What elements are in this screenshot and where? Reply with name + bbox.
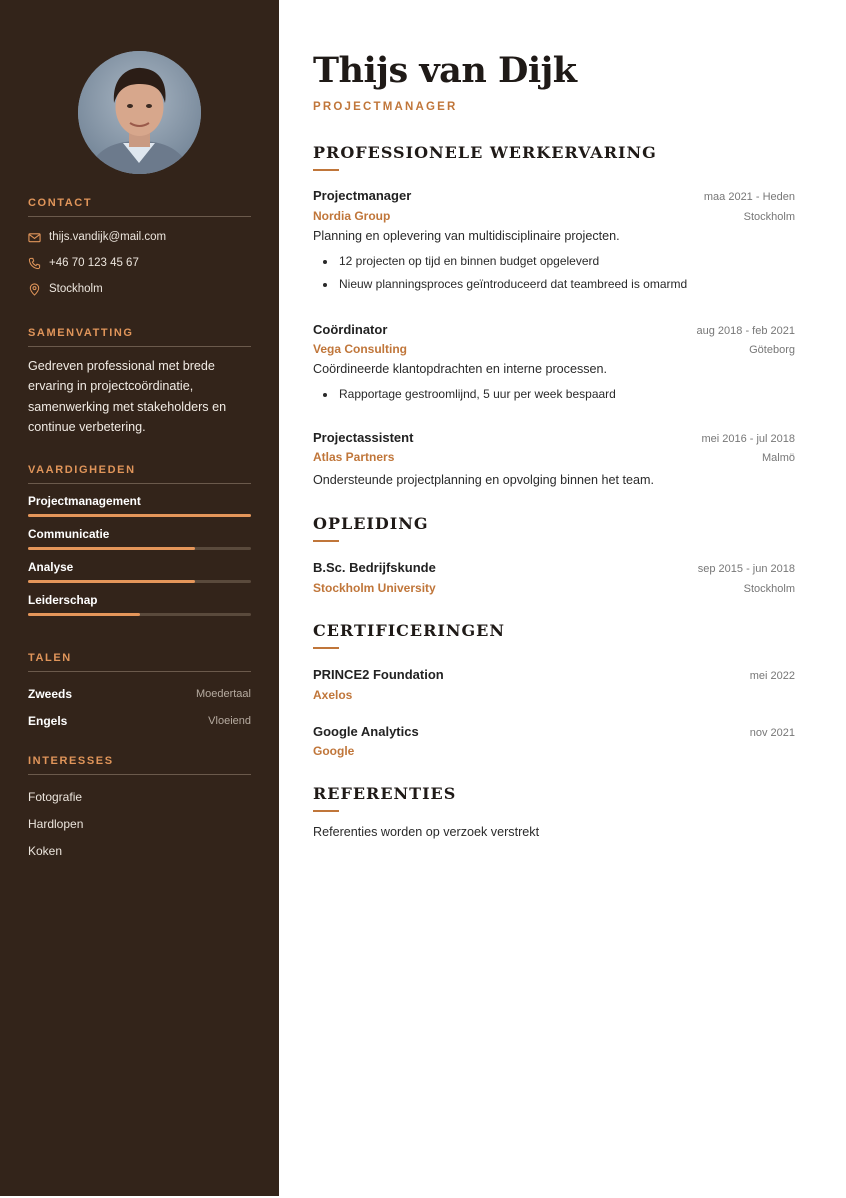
references-text: Referenties worden op verzoek verstrekt — [313, 825, 540, 839]
skill-name: Leiderschap — [28, 593, 98, 607]
skill-fill — [28, 514, 251, 517]
bullet-item: Nieuw planningsproces geïntroduceerd dat teambreed is omarmd — [313, 273, 795, 296]
section-rule — [313, 810, 339, 812]
entry-location: Malmö — [761, 452, 795, 464]
skills-section — [28, 464, 251, 616]
entry-date: maa 2021 - Heden — [703, 191, 795, 203]
profile-photo — [78, 51, 201, 174]
entry-date: aug 2018 - feb 2021 — [696, 325, 795, 337]
languages-heading: TALEN — [28, 652, 251, 672]
certification-entry — [313, 724, 795, 758]
contact-heading: CONTACT — [28, 197, 251, 217]
summary-heading: SAMENVATTING — [28, 327, 251, 347]
contact-location — [28, 276, 251, 302]
language-name: Engels — [28, 713, 68, 728]
experience-entry — [313, 188, 795, 296]
skill-item — [28, 494, 251, 517]
entry-organization: Google — [313, 744, 355, 758]
entry-organization: Nordia Group — [313, 209, 391, 223]
skill-item — [28, 560, 251, 583]
section-rule — [313, 647, 339, 649]
education-entry — [313, 560, 795, 595]
bullet-item: 12 projecten op tijd en binnen budget opgeleverd — [313, 250, 795, 273]
language-level: Vloeiend — [208, 714, 251, 727]
experience-entry — [313, 430, 795, 487]
language-level: Moedertaal — [195, 687, 251, 700]
entry-location: Göteborg — [749, 344, 795, 356]
experience-entry — [313, 322, 795, 406]
entry-date: sep 2015 - jun 2018 — [697, 563, 795, 575]
references-section — [313, 784, 795, 839]
skill-item — [28, 593, 251, 616]
skill-name: Communicatie — [28, 527, 110, 541]
education-section — [313, 514, 795, 542]
skill-fill — [28, 547, 195, 550]
language-name: Zweeds — [28, 686, 73, 701]
entry-organization: Stockholm University — [313, 581, 436, 595]
skill-fill — [28, 580, 195, 583]
skill-name: Analyse — [28, 560, 74, 574]
entry-description: Planning en oplevering van multidisciplinaire projecten. — [313, 229, 620, 243]
skill-bar — [28, 514, 251, 517]
skills-heading: VAARDIGHEDEN — [28, 464, 251, 484]
skill-fill — [28, 613, 140, 616]
language-item — [28, 707, 251, 734]
interest-item: Hardlopen — [28, 816, 84, 831]
entry-title: Projectassistent — [313, 430, 414, 445]
sidebar — [0, 0, 279, 1196]
entry-title: Coördinator — [313, 322, 388, 337]
languages-section — [28, 652, 251, 734]
entry-title: PRINCE2 Foundation — [313, 667, 444, 682]
skill-bar — [28, 613, 251, 616]
section-rule — [313, 540, 339, 542]
entry-date: mei 2022 — [749, 670, 795, 682]
skill-name: Projectmanagement — [28, 494, 141, 508]
avatar — [78, 51, 201, 174]
interest-item: Fotografie — [28, 789, 83, 804]
bullet-item: Rapportage gestroomlijnd, 5 uur per week bespaard — [313, 383, 795, 406]
experience-section — [313, 143, 795, 171]
experience-heading: PROFESSIONELE WERKERVARING — [313, 143, 657, 162]
certifications-heading: CERTIFICERINGEN — [313, 621, 505, 640]
mail-icon — [28, 231, 41, 244]
entry-title: Google Analytics — [313, 724, 419, 739]
references-heading: REFERENTIES — [313, 784, 457, 803]
entry-organization: Atlas Partners — [313, 450, 395, 464]
contact-email[interactable] — [28, 224, 251, 250]
entry-location: Stockholm — [743, 583, 795, 595]
contact-email-text: thijs.vandijk@mail.com — [49, 231, 167, 243]
entry-date: nov 2021 — [749, 727, 795, 739]
language-item — [28, 680, 251, 707]
skill-bar — [28, 580, 251, 583]
job-title: PROJECTMANAGER — [313, 101, 458, 113]
summary-text: Gedreven professional met brede ervaring in projectcoördinatie, samenwerking met stakeholders en continue verbetering. — [28, 359, 227, 435]
interests-heading: INTERESSES — [28, 755, 251, 775]
entry-organization: Axelos — [313, 688, 353, 702]
summary-section — [28, 327, 251, 438]
person-name: Thijs van Dijk — [313, 50, 577, 91]
phone-icon — [28, 257, 41, 270]
interests-section — [28, 755, 251, 864]
skill-item — [28, 527, 251, 550]
entry-organization: Vega Consulting — [313, 342, 408, 356]
entry-description: Ondersteunde projectplanning en opvolging binnen het team. — [313, 473, 654, 487]
certification-entry — [313, 667, 795, 702]
certifications-section — [313, 621, 795, 649]
skill-bar — [28, 547, 251, 550]
contact-location-text: Stockholm — [49, 283, 103, 295]
contact-phone[interactable] — [28, 250, 251, 276]
interest-item: Koken — [28, 843, 63, 858]
section-rule — [313, 169, 339, 171]
entry-location: Stockholm — [743, 211, 795, 223]
entry-title: B.Sc. Bedrijfskunde — [313, 560, 436, 575]
entry-description: Coördineerde klantopdrachten en interne processen. — [313, 362, 608, 376]
location-pin-icon — [28, 283, 41, 296]
entry-title: Projectmanager — [313, 188, 412, 203]
contact-section — [28, 197, 251, 302]
contact-phone-text: +46 70 123 45 67 — [49, 257, 139, 269]
entry-date: mei 2016 - jul 2018 — [701, 433, 795, 445]
education-heading: OPLEIDING — [313, 514, 429, 533]
